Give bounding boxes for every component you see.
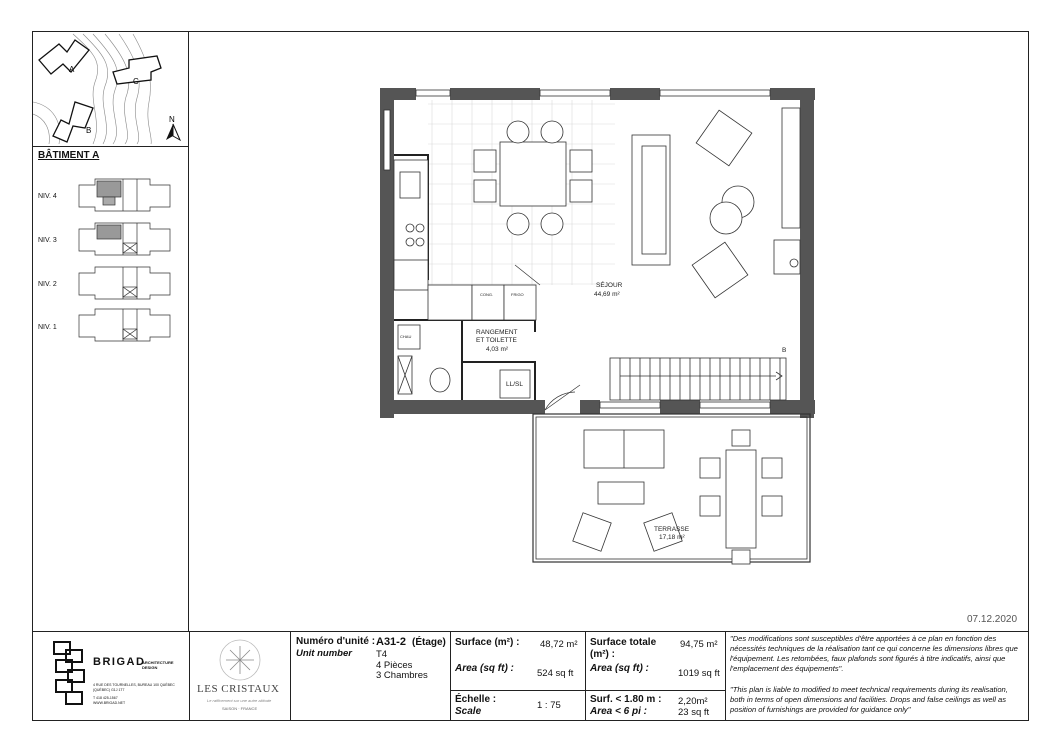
staircase <box>610 358 786 400</box>
buildings <box>39 40 161 142</box>
cristaux-place: SAISON · FRANCE <box>222 706 258 711</box>
unit-value: A31-2 <box>376 636 406 648</box>
site-label-a: A <box>69 65 75 74</box>
surface-label-en: Area (sq ft) : <box>455 663 514 674</box>
unit-type: T4 <box>376 649 388 660</box>
floor-plan <box>370 80 840 570</box>
north-arrow-icon <box>166 115 180 140</box>
surface-value-m2: 48,72 m² <box>540 639 578 650</box>
brigad-address: 4 RUE DES TOURNELLES, BUREAU 100 QUÉBEC (QUÉBEC) G1J 1T7 <box>93 683 175 692</box>
appliance-label-3: CHAU <box>400 334 412 339</box>
room-name-terrasse: TERRASSE <box>654 526 690 533</box>
room-name-rangement-1: RANGEMENT <box>476 329 518 336</box>
terrace-furniture <box>573 430 782 564</box>
title-block-divider <box>450 690 725 691</box>
unit-rooms: 4 Pièces <box>376 660 413 671</box>
brigad-logo <box>52 640 92 710</box>
total-value-ft: 1019 sq ft <box>678 668 720 679</box>
low-area-value-ft: 23 sq ft <box>678 707 710 718</box>
disclaimer-en: "This plan is liable to modified to meet technical requirements during its realisation, both in terms of open dimensions and facilities. Drops and false ceilings as well as position of furnishings are provided for guidance only" <box>730 685 1008 714</box>
unit-floor: (Étage) <box>412 637 446 648</box>
armchair <box>696 110 752 166</box>
stair-mark: B <box>782 347 787 354</box>
level-label-3: NIV. 3 <box>38 237 57 244</box>
surface-label-fr: Surface (m²) : <box>455 637 520 648</box>
level-label-1: NIV. 1 <box>38 324 57 331</box>
armchair <box>692 242 748 298</box>
site-label-c: C <box>133 77 139 86</box>
cristaux-emblem <box>218 638 262 682</box>
building-b <box>53 102 93 142</box>
low-area-label-en: Area < 6 pi : <box>590 706 647 717</box>
low-area-label-fr: Surf. < 1.80 m : <box>590 694 662 705</box>
room-name-sejour: SÉJOUR <box>596 282 623 289</box>
room-area-sejour: 44,69 m² <box>594 291 620 298</box>
total-label-en: Area (sq ft) : <box>590 663 649 674</box>
dining-table <box>500 142 566 206</box>
level-label-2: NIV. 2 <box>38 281 57 288</box>
site-label-b: B <box>86 126 92 135</box>
unit-label-fr: Numéro d'unité : <box>296 636 376 647</box>
appliance-label-1: CONG. <box>480 292 494 297</box>
total-label-fr-unit: (m²) : <box>590 649 615 660</box>
scale-label-fr: Échelle : <box>455 694 497 705</box>
north-label: N <box>169 115 175 124</box>
total-label-fr: Surface totale <box>590 637 657 648</box>
room-name-rangement-2: ET TOILETTE <box>476 337 517 344</box>
scale-label-en: Scale <box>455 706 482 717</box>
appliance-label-2: FRIGO <box>511 292 524 297</box>
level-thumbnails <box>75 175 175 345</box>
plan-date: 07.12.2020 <box>967 614 1018 625</box>
level-plan-1 <box>79 309 170 341</box>
brigad-subtitle: ARCHITECTURE DESIGN <box>142 660 174 670</box>
disclaimer-fr: "Des modifications sont susceptibles d'être apportées à ce plan en fonction des nécessités techniques de la réalisation tant ce qui concerne les dimensions libres que l'équipement. Les retombées, faux plafonds sont figurés à titre indicatifs, ainsi que l'emplacement des équipements". <box>730 634 1018 673</box>
room-area-terrasse: 17,18 m² <box>659 534 685 541</box>
surface-value-ft: 524 sq ft <box>537 668 574 679</box>
low-area-value-m2: 2,20m² <box>678 696 708 707</box>
sink-icon <box>400 172 420 198</box>
level-plan-4 <box>79 179 170 211</box>
cristaux-tagline: Le raffinement sur une autre altitude <box>207 698 272 703</box>
scale-value: 1 : 75 <box>537 700 561 711</box>
brigad-name: BRIGAD <box>93 656 146 668</box>
building-a <box>39 40 89 74</box>
llsl-label: LL/SL <box>506 381 523 388</box>
room-area-rangement: 4,03 m² <box>486 346 509 353</box>
brigad-phone: T 418 425-1567 <box>93 696 118 700</box>
toilet-icon <box>430 368 450 392</box>
unit-label-en: Unit number <box>296 648 352 659</box>
level-label-4: NIV. 4 <box>38 193 57 200</box>
fireplace <box>774 240 800 274</box>
cristaux-name: LES CRISTAUX <box>197 683 280 695</box>
brigad-web: WWW.BRIGAD.NET <box>93 701 126 705</box>
unit-bedrooms: 3 Chambres <box>376 670 428 681</box>
site-plan <box>33 32 188 146</box>
level-plan-3 <box>79 223 170 255</box>
total-value-m2: 94,75 m² <box>680 639 718 650</box>
building-title: BÂTIMENT A <box>38 150 100 161</box>
living-furniture <box>632 108 800 298</box>
level-plan-2 <box>79 267 170 299</box>
outdoor-table <box>726 450 756 548</box>
